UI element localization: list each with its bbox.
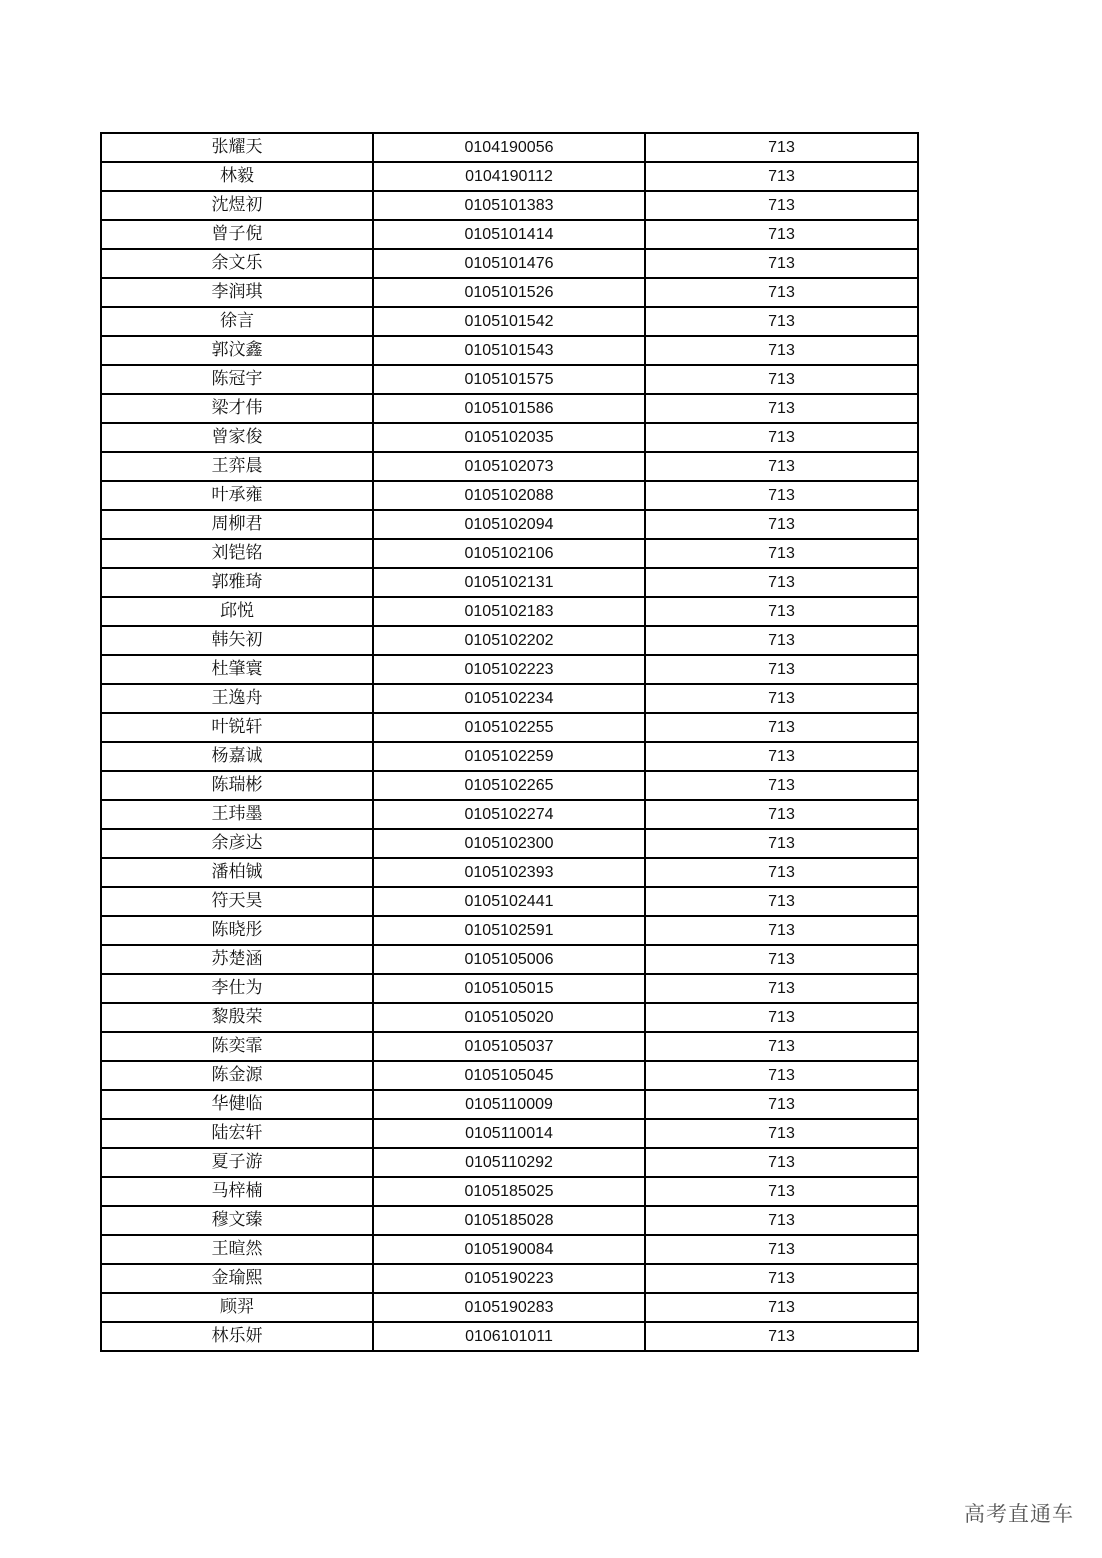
exam-id-cell: 0105105045 xyxy=(373,1061,645,1090)
exam-id-cell: 0105190223 xyxy=(373,1264,645,1293)
score-cell: 713 xyxy=(645,423,918,452)
score-cell: 713 xyxy=(645,974,918,1003)
table-row xyxy=(101,1148,918,1177)
name-cell: 张耀天 xyxy=(101,133,373,162)
name-cell: 杜肇寰 xyxy=(101,655,373,684)
table-row xyxy=(101,568,918,597)
name-cell: 陈冠宇 xyxy=(101,365,373,394)
score-cell: 713 xyxy=(645,1322,918,1351)
score-cell: 713 xyxy=(645,1061,918,1090)
name-cell: 马梓楠 xyxy=(101,1177,373,1206)
table-row xyxy=(101,1293,918,1322)
table-row xyxy=(101,974,918,1003)
table-row xyxy=(101,771,918,800)
score-cell: 713 xyxy=(645,742,918,771)
name-cell: 黎殷荣 xyxy=(101,1003,373,1032)
exam-id-cell: 0105102441 xyxy=(373,887,645,916)
name-cell: 林乐妍 xyxy=(101,1322,373,1351)
score-cell: 713 xyxy=(645,597,918,626)
name-cell: 潘柏铖 xyxy=(101,858,373,887)
name-cell: 杨嘉诚 xyxy=(101,742,373,771)
table-row xyxy=(101,539,918,568)
table-row xyxy=(101,336,918,365)
score-cell: 713 xyxy=(645,568,918,597)
score-cell: 713 xyxy=(645,626,918,655)
name-cell: 余彦达 xyxy=(101,829,373,858)
exam-id-cell: 0105110009 xyxy=(373,1090,645,1119)
exam-id-cell: 0105101476 xyxy=(373,249,645,278)
exam-id-cell: 0105102035 xyxy=(373,423,645,452)
table-row xyxy=(101,1061,918,1090)
exam-id-cell: 0105102088 xyxy=(373,481,645,510)
name-cell: 刘铠铭 xyxy=(101,539,373,568)
score-cell: 713 xyxy=(645,133,918,162)
name-cell: 韩矢初 xyxy=(101,626,373,655)
table-row xyxy=(101,1032,918,1061)
table-row xyxy=(101,278,918,307)
score-table xyxy=(100,132,919,1352)
name-cell: 陆宏轩 xyxy=(101,1119,373,1148)
exam-id-cell: 0105101586 xyxy=(373,394,645,423)
table-row xyxy=(101,481,918,510)
score-cell: 713 xyxy=(645,1148,918,1177)
exam-id-cell: 0106101011 xyxy=(373,1322,645,1351)
table-row xyxy=(101,916,918,945)
exam-id-cell: 0105102234 xyxy=(373,684,645,713)
table-row xyxy=(101,800,918,829)
table-row xyxy=(101,1206,918,1235)
exam-id-cell: 0105185025 xyxy=(373,1177,645,1206)
score-cell: 713 xyxy=(645,1032,918,1061)
table-row xyxy=(101,394,918,423)
table-row xyxy=(101,220,918,249)
exam-id-cell: 0104190112 xyxy=(373,162,645,191)
exam-id-cell: 0105102183 xyxy=(373,597,645,626)
score-cell: 713 xyxy=(645,481,918,510)
table-row xyxy=(101,452,918,481)
exam-id-cell: 0105101414 xyxy=(373,220,645,249)
table-row xyxy=(101,684,918,713)
score-cell: 713 xyxy=(645,191,918,220)
table-row xyxy=(101,1235,918,1264)
score-cell: 713 xyxy=(645,1177,918,1206)
table-row xyxy=(101,945,918,974)
name-cell: 邱悦 xyxy=(101,597,373,626)
name-cell: 李仕为 xyxy=(101,974,373,1003)
name-cell: 林毅 xyxy=(101,162,373,191)
exam-id-cell: 0105102259 xyxy=(373,742,645,771)
score-cell: 713 xyxy=(645,452,918,481)
table-row xyxy=(101,887,918,916)
table-row xyxy=(101,1119,918,1148)
exam-id-cell: 0105102255 xyxy=(373,713,645,742)
name-cell: 夏子游 xyxy=(101,1148,373,1177)
score-cell: 713 xyxy=(645,916,918,945)
exam-id-cell: 0105101383 xyxy=(373,191,645,220)
exam-id-cell: 0105101542 xyxy=(373,307,645,336)
score-cell: 713 xyxy=(645,713,918,742)
score-cell: 713 xyxy=(645,1003,918,1032)
table-row xyxy=(101,597,918,626)
name-cell: 沈煜初 xyxy=(101,191,373,220)
exam-id-cell: 0105102591 xyxy=(373,916,645,945)
table-row xyxy=(101,1322,918,1351)
exam-id-cell: 0105102300 xyxy=(373,829,645,858)
exam-id-cell: 0105190084 xyxy=(373,1235,645,1264)
name-cell: 符天昊 xyxy=(101,887,373,916)
exam-id-cell: 0105105037 xyxy=(373,1032,645,1061)
table-row xyxy=(101,249,918,278)
score-cell: 713 xyxy=(645,945,918,974)
exam-id-cell: 0105105020 xyxy=(373,1003,645,1032)
name-cell: 苏楚涵 xyxy=(101,945,373,974)
score-cell: 713 xyxy=(645,1235,918,1264)
watermark-text: 高考直通车 xyxy=(964,1502,1074,1526)
exam-id-cell: 0105101575 xyxy=(373,365,645,394)
score-cell: 713 xyxy=(645,220,918,249)
score-cell: 713 xyxy=(645,771,918,800)
score-cell: 713 xyxy=(645,249,918,278)
exam-id-cell: 0105110014 xyxy=(373,1119,645,1148)
table-row xyxy=(101,858,918,887)
name-cell: 曾家俊 xyxy=(101,423,373,452)
exam-id-cell: 0105105015 xyxy=(373,974,645,1003)
table-row xyxy=(101,1177,918,1206)
table-row xyxy=(101,133,918,162)
score-cell: 713 xyxy=(645,655,918,684)
name-cell: 陈晓彤 xyxy=(101,916,373,945)
table-row xyxy=(101,510,918,539)
name-cell: 郭汶鑫 xyxy=(101,336,373,365)
name-cell: 叶承雍 xyxy=(101,481,373,510)
exam-id-cell: 0105102202 xyxy=(373,626,645,655)
score-cell: 713 xyxy=(645,307,918,336)
exam-id-cell: 0105102131 xyxy=(373,568,645,597)
name-cell: 郭雅琦 xyxy=(101,568,373,597)
table-row xyxy=(101,1003,918,1032)
name-cell: 梁才伟 xyxy=(101,394,373,423)
name-cell: 陈奕霏 xyxy=(101,1032,373,1061)
exam-id-cell: 0105102265 xyxy=(373,771,645,800)
exam-id-cell: 0105102274 xyxy=(373,800,645,829)
score-cell: 713 xyxy=(645,394,918,423)
table-row xyxy=(101,713,918,742)
exam-id-cell: 0105102106 xyxy=(373,539,645,568)
name-cell: 陈瑞彬 xyxy=(101,771,373,800)
score-cell: 713 xyxy=(645,684,918,713)
table-row xyxy=(101,162,918,191)
score-table-body xyxy=(101,133,918,1351)
table-row xyxy=(101,423,918,452)
score-cell: 713 xyxy=(645,278,918,307)
score-cell: 713 xyxy=(645,1090,918,1119)
score-cell: 713 xyxy=(645,1264,918,1293)
exam-id-cell: 0105102094 xyxy=(373,510,645,539)
name-cell: 叶锐轩 xyxy=(101,713,373,742)
exam-id-cell: 0105102223 xyxy=(373,655,645,684)
table-row xyxy=(101,742,918,771)
name-cell: 李润琪 xyxy=(101,278,373,307)
exam-id-cell: 0105101526 xyxy=(373,278,645,307)
score-cell: 713 xyxy=(645,162,918,191)
score-cell: 713 xyxy=(645,510,918,539)
score-cell: 713 xyxy=(645,800,918,829)
name-cell: 顾羿 xyxy=(101,1293,373,1322)
name-cell: 穆文臻 xyxy=(101,1206,373,1235)
exam-id-cell: 0104190056 xyxy=(373,133,645,162)
score-cell: 713 xyxy=(645,336,918,365)
table-row xyxy=(101,626,918,655)
name-cell: 曾子倪 xyxy=(101,220,373,249)
name-cell: 王暄然 xyxy=(101,1235,373,1264)
score-cell: 713 xyxy=(645,539,918,568)
score-cell: 713 xyxy=(645,1206,918,1235)
name-cell: 余文乐 xyxy=(101,249,373,278)
score-cell: 713 xyxy=(645,858,918,887)
name-cell: 周柳君 xyxy=(101,510,373,539)
exam-id-cell: 0105110292 xyxy=(373,1148,645,1177)
exam-id-cell: 0105105006 xyxy=(373,945,645,974)
name-cell: 徐言 xyxy=(101,307,373,336)
table-row xyxy=(101,1264,918,1293)
name-cell: 王逸舟 xyxy=(101,684,373,713)
name-cell: 王弈晨 xyxy=(101,452,373,481)
exam-id-cell: 0105190283 xyxy=(373,1293,645,1322)
name-cell: 王玮墨 xyxy=(101,800,373,829)
score-cell: 713 xyxy=(645,1119,918,1148)
name-cell: 金瑜熙 xyxy=(101,1264,373,1293)
table-row xyxy=(101,655,918,684)
table-row xyxy=(101,365,918,394)
exam-id-cell: 0105101543 xyxy=(373,336,645,365)
exam-id-cell: 0105102393 xyxy=(373,858,645,887)
exam-id-cell: 0105185028 xyxy=(373,1206,645,1235)
table-row xyxy=(101,1090,918,1119)
table-row xyxy=(101,191,918,220)
score-cell: 713 xyxy=(645,1293,918,1322)
table-row xyxy=(101,307,918,336)
name-cell: 华健临 xyxy=(101,1090,373,1119)
score-cell: 713 xyxy=(645,365,918,394)
name-cell: 陈金源 xyxy=(101,1061,373,1090)
score-cell: 713 xyxy=(645,829,918,858)
exam-id-cell: 0105102073 xyxy=(373,452,645,481)
table-row xyxy=(101,829,918,858)
score-cell: 713 xyxy=(645,887,918,916)
